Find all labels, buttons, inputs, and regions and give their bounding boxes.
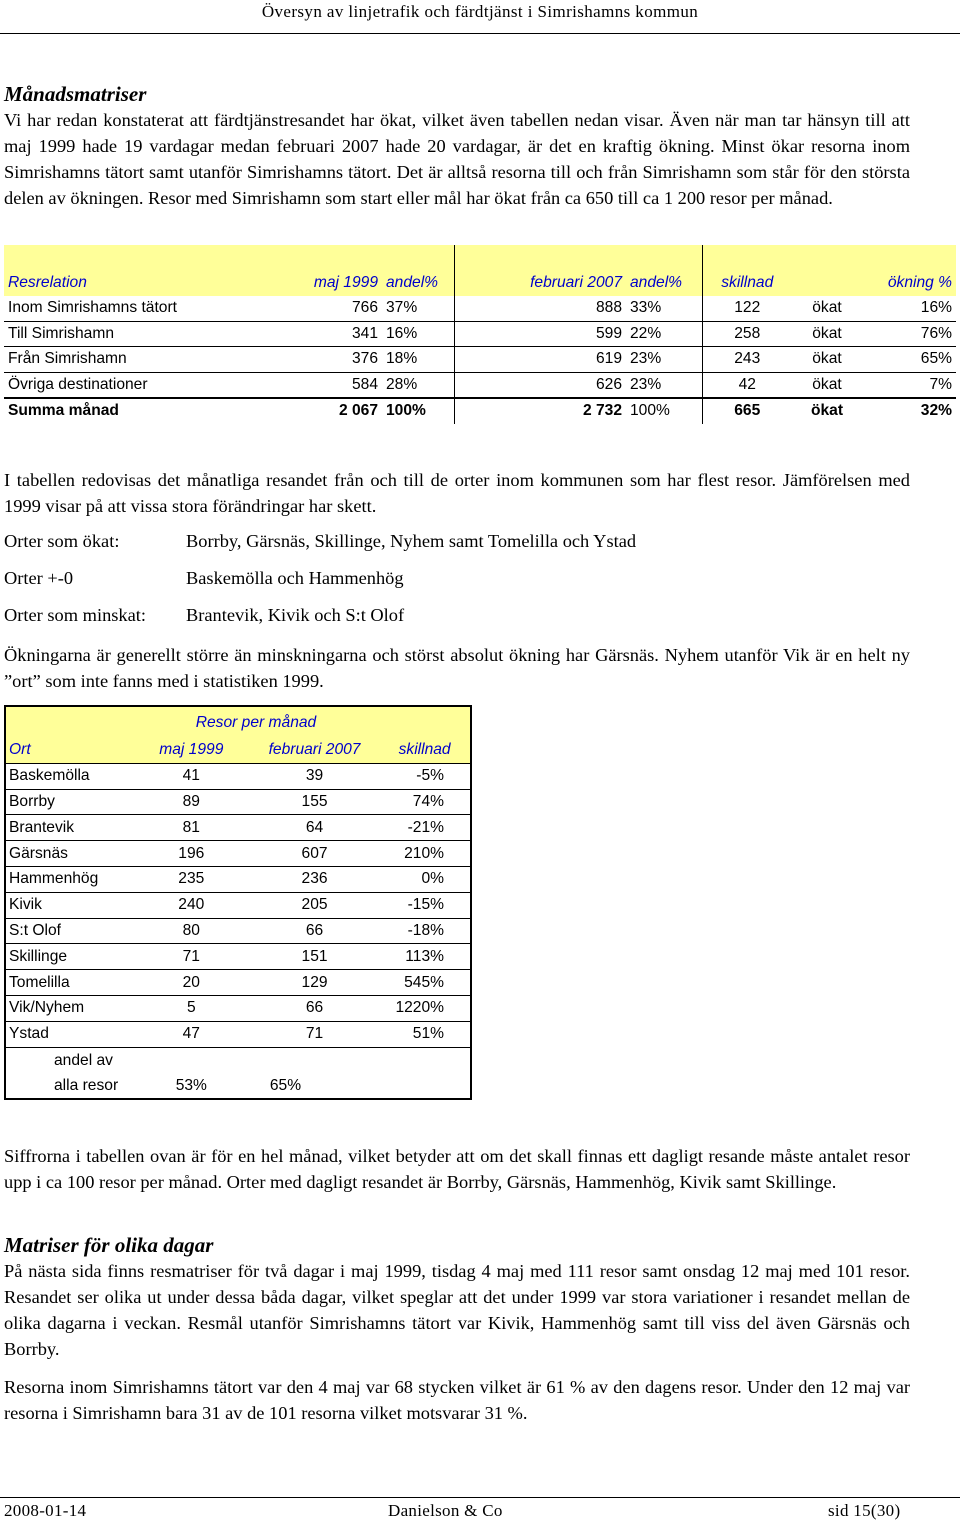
section-days [4,1233,910,1426]
table-cell: 5 [133,995,250,1021]
list-item [4,531,637,568]
table-cell: alla resor [54,1076,119,1094]
column-header: februari 2007 [268,741,361,759]
list-item-label: Orter som ökat: [4,531,120,551]
table-cell: Skillinge [5,944,133,970]
table-cell: -5% [379,763,471,789]
table-cell: 71 [133,944,250,970]
table-row [5,1021,471,1047]
table-cell: 37% [382,296,454,321]
table-row [5,815,471,841]
table-cell: 210% [379,841,471,867]
page-header: Översyn av linjetrafik och färdtjänst i Simrishamns kommun [261,2,699,21]
table-cell: 28% [382,372,454,398]
table-cell: 129 [250,970,379,996]
table-cell: 42 [702,372,792,398]
table-cell: 240 [133,892,250,918]
table-cell: Kivik [5,892,133,918]
table-cell: andel av [5,1047,133,1074]
column-header: ökning % [887,274,952,291]
table-row [5,918,471,944]
table-cell: 89 [133,789,250,815]
table-title-row [5,706,471,738]
table-cell: 65% [269,1076,302,1094]
trips-by-relation-table [4,245,956,424]
table-row [5,995,471,1021]
section-towns-paragraph: I tabellen redovisas det månatliga resandet från och till de orter inom kommunen som har flest resor. Jämförelsen med 1999 visar på att vissa stora förändringar har skett. [4,470,910,516]
table-cell: Tomelilla [5,970,133,996]
table-cell: -15% [379,892,471,918]
table-cell: 376 [244,347,382,373]
section-increase-paragraph: Ökningarna är generellt större än minskningarna och störst absolut ökning har Gärsnäs. Nyhem utanför Vik är en helt ny ”ort” som inte fanns med i statistiken 1999. [4,645,910,691]
table-cell: ökat [792,372,862,398]
table-cell: Ystad [5,1021,133,1047]
table-row [5,841,471,867]
table-cell: 33% [626,296,702,321]
table-row [5,970,471,996]
table-cell: 599 [454,321,626,347]
table-cell: 53% [175,1076,207,1094]
table-cell: 584 [244,372,382,398]
list-item [4,605,405,642]
table-cell: Till Simrishamn [4,321,244,347]
table-row [5,944,471,970]
table-cell: 76% [862,321,956,347]
table-cell: 122 [702,296,792,321]
table-sum-row [4,398,956,424]
column-header: maj 1999 [159,741,224,759]
footer-page-number: sid 15(30) [828,1501,901,1520]
table-cell: 1220% [379,995,471,1021]
table-cell: 32% [862,398,956,424]
footer-author: Danielson & Co [388,1501,503,1520]
column-header: Resrelation [8,274,87,291]
table-cell: Gärsnäs [5,841,133,867]
table-row [4,347,956,373]
table-row [5,789,471,815]
table-cell: 151 [250,944,379,970]
table-cell: S:t Olof [5,918,133,944]
section-paragraph: På nästa sida finns resmatriser för två dagar i maj 1999, tisdag 4 maj med 111 resor samt onsdag 12 maj med 101 resor. Resandet ser olika ut under dessa båda dagar, vilket speglar att det under 1999 var stora variationer i resandet mellan de olika dagarna i veckan. Resmål utanför Simrishamns tätort var Kivik, Hammenhög samt till viss del även Gärsnäs och Borrby. [4,1261,910,1359]
table-cell: 18% [382,347,454,373]
list-item [4,568,404,605]
table-cell: Brantevik [5,815,133,841]
table-cell: 2 067 [244,398,382,424]
table-cell: 258 [702,321,792,347]
section-daily-paragraph: Siffrorna i tabellen ovan är för en hel månad, vilket betyder att om det skall finnas ett dagligt resande måste antalet resor upp i ca 100 resor per månad. Orter med dagligt resandet är Borrby, Gärsnäs, Hammenhög, Kivik samt Skillinge. [4,1146,910,1192]
column-header: maj 1999 [313,274,378,291]
table-title: Resor per månad [195,713,317,731]
table-cell: 100% [382,398,454,424]
table-cell: Vik/Nyhem [5,995,133,1021]
table-cell: Hammenhög [5,866,133,892]
column-header: andel% [630,274,683,291]
table-header-row [5,738,471,763]
section-heading: Matriser för olika dagar [4,1233,214,1257]
table-cell: 81 [133,815,250,841]
table-share-row [5,1047,471,1074]
table-cell: 100% [626,398,702,424]
header-divider [0,33,960,34]
table-cell: ökat [792,321,862,347]
table-cell: 235 [133,866,250,892]
footer-divider [0,1497,960,1498]
table-cell: 665 [702,398,792,424]
table-cell: Övriga destinationer [4,372,244,398]
list-item-value: Baskemölla och Hammenhög [186,568,404,588]
table-row [4,296,956,321]
table-cell: 16% [862,296,956,321]
table-row [5,866,471,892]
table-cell: 65% [862,347,956,373]
table-cell: ökat [792,296,862,321]
table-cell: 22% [626,321,702,347]
table-row [4,372,956,398]
table-cell: 39 [250,763,379,789]
table-cell: 23% [626,347,702,373]
table-cell: 47 [133,1021,250,1047]
table-cell: 243 [702,347,792,373]
section-paragraph: Vi har redan konstaterat att färdtjänstresandet har ökat, vilket även tabellen nedan visar. Även när man tar hänsyn till att maj 1999 hade 19 vardagar medan februari 2007 hade 20 vardagar, är det en kraftig ökning. Minst ökar resorna inom Simrishamns tätort samt utanför Simrishamns tätort. Det är alltså resorna till och från Simrishamn som står för den största delen av ökningen. Resor med Simrishamn som start eller mål har ökat från ca 650 till ca 1 200 resor per månad. [4,110,910,208]
table-cell: 0% [379,866,471,892]
table-cell: ökat [792,398,862,424]
table-cell: 113% [379,944,471,970]
footer-date: 2008-01-14 [4,1501,87,1520]
table-cell: Baskemölla [5,763,133,789]
table-row [5,763,471,789]
table-cell: 66 [250,918,379,944]
table-cell: 74% [379,789,471,815]
column-header: skillnad [702,245,792,296]
table-cell: ökat [792,347,862,373]
table-cell: 341 [244,321,382,347]
column-header: Ort [9,741,31,759]
column-header: februari 2007 [454,245,626,296]
column-header: skillnad [398,741,451,759]
table-cell: Summa månad [4,398,244,424]
table-cell: 71 [250,1021,379,1047]
table-cell: 66 [250,995,379,1021]
table-cell: 888 [454,296,626,321]
table-cell: 20 [133,970,250,996]
table-cell: 64 [250,815,379,841]
table-cell: Från Simrishamn [4,347,244,373]
table-cell: 607 [250,841,379,867]
table-cell: 80 [133,918,250,944]
table-row [5,892,471,918]
table-cell: -18% [379,918,471,944]
table-cell: Inom Simrishamns tätort [4,296,244,321]
table-cell: -21% [379,815,471,841]
table-cell: 626 [454,372,626,398]
table-cell: 205 [250,892,379,918]
table-cell: 236 [250,866,379,892]
table-cell: 545% [379,970,471,996]
table-cell: 155 [250,789,379,815]
table-cell: 2 732 [454,398,626,424]
section-monthly [4,82,910,211]
table-cell: 41 [133,763,250,789]
towns-list [4,531,637,642]
table-cell: Borrby [5,789,133,815]
table-row [4,321,956,347]
list-item-label: Orter som minskat: [4,605,146,625]
column-header: andel% [386,274,439,291]
table-header-row [4,245,956,296]
list-item-value: Brantevik, Kivik och S:t Olof [186,605,405,625]
list-item-label: Orter +-0 [4,568,74,588]
table-cell: 23% [626,372,702,398]
table-cell: 16% [382,321,454,347]
table-cell: 51% [379,1021,471,1047]
section-heading: Månadsmatriser [4,82,147,106]
table-cell: 7% [862,372,956,398]
list-item-value: Borrby, Gärsnäs, Skillinge, Nyhem samt Tomelilla och Ystad [186,531,637,551]
table-cell: 619 [454,347,626,373]
table-cell: 766 [244,296,382,321]
trips-per-town-table [4,705,472,1100]
table-share-row [5,1074,471,1100]
table-cell: 196 [133,841,250,867]
section-paragraph: Resorna inom Simrishamns tätort var den 4 maj var 68 stycken vilket är 61 % av den dagens resor. Under den 12 maj var resorna i Simrishamn bara 31 av de 101 resorna vilket motsvarar 31 %. [4,1377,910,1423]
